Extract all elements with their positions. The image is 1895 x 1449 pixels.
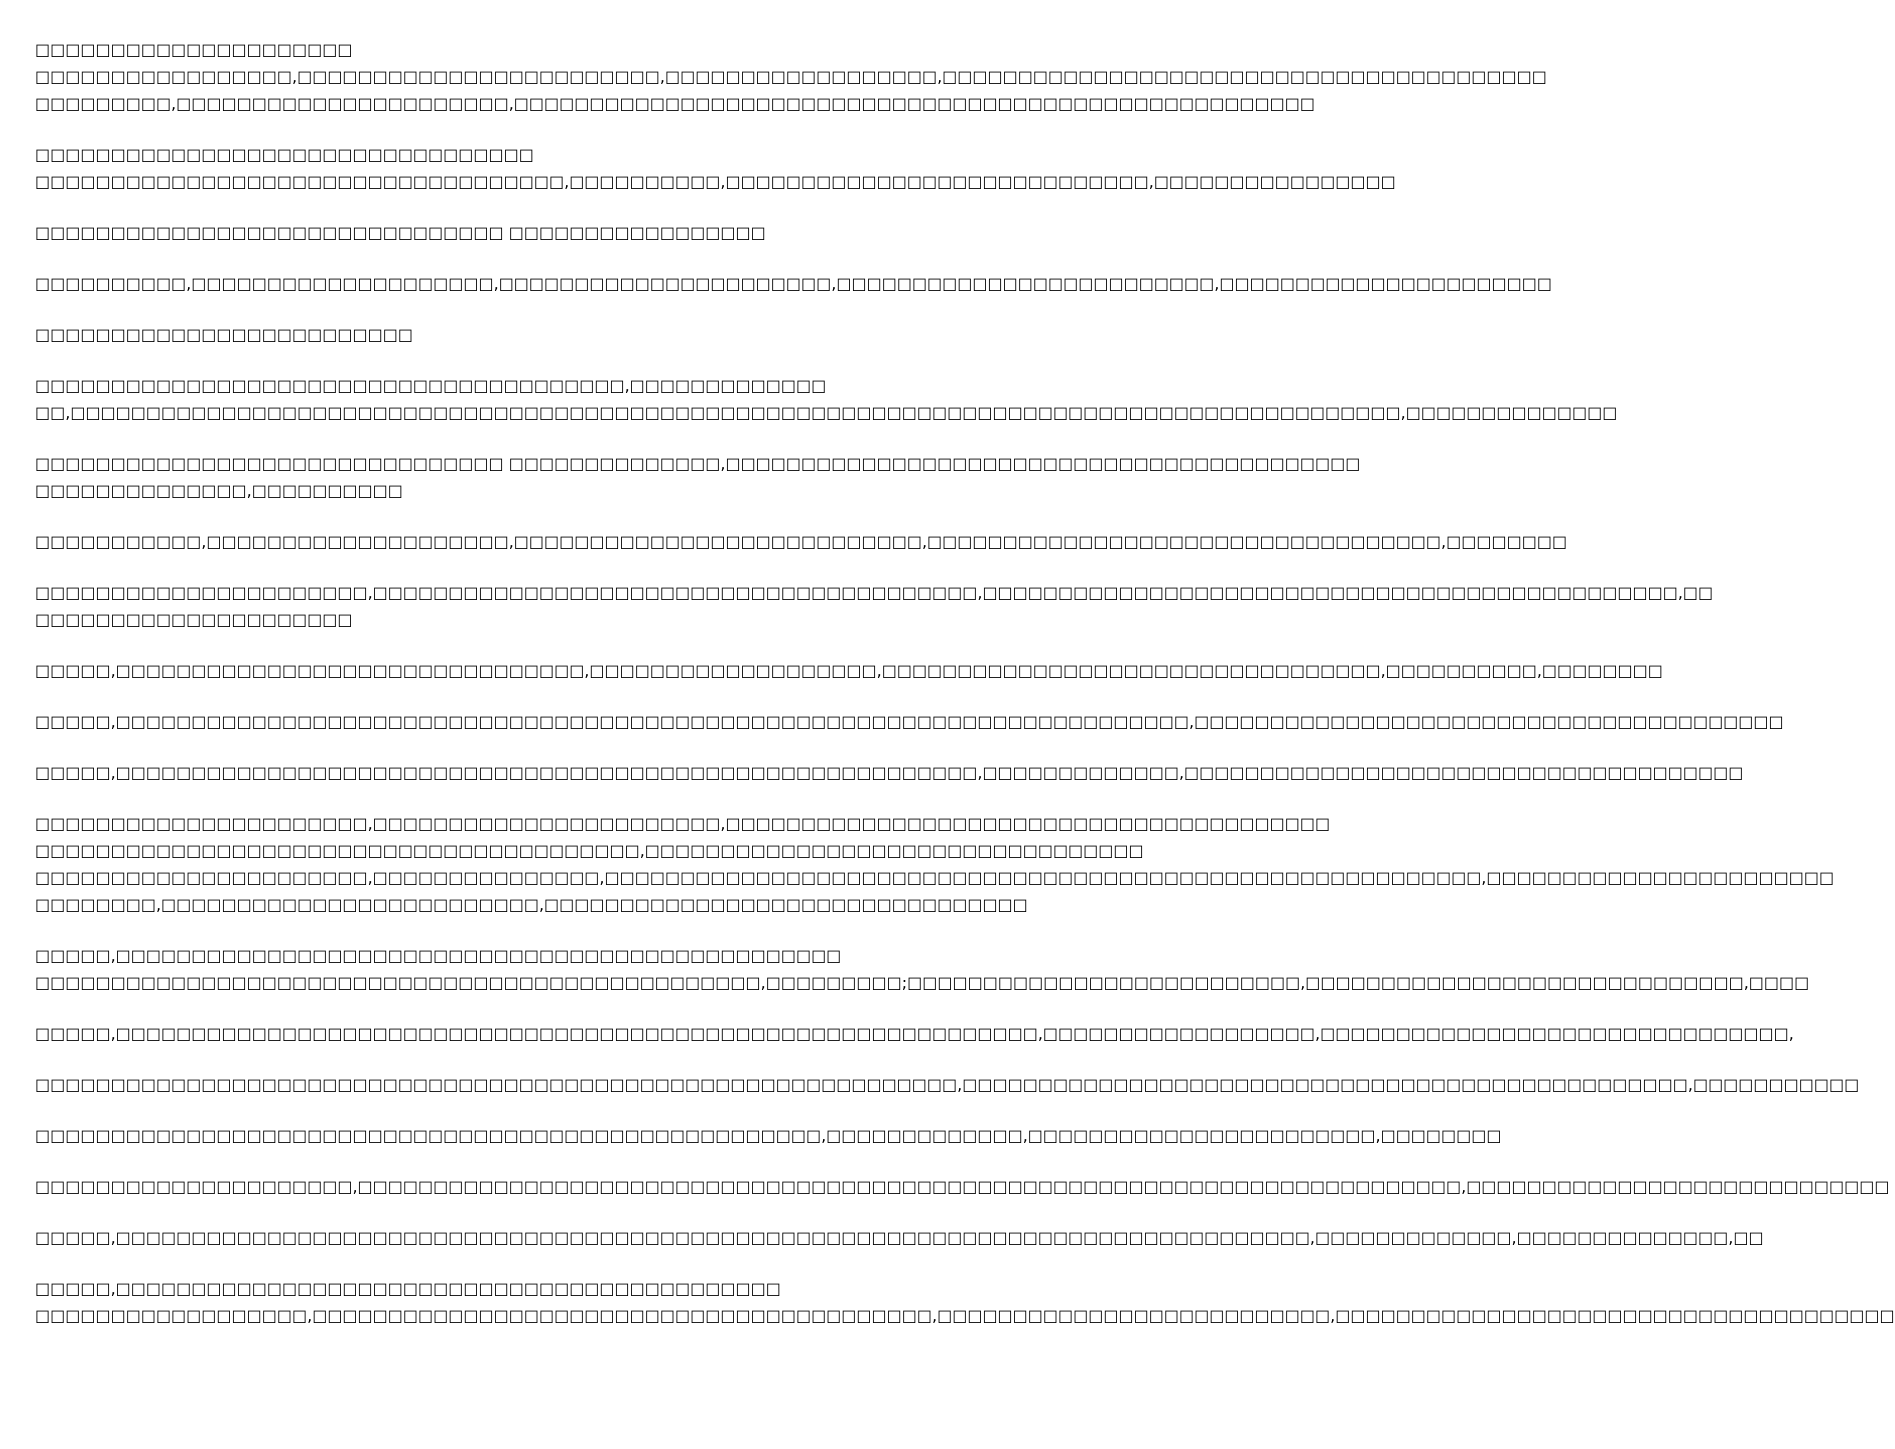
paragraph: [35, 450, 1361, 504]
text-line: □□□□□,□□□□□□□□□□□□□□□□□□□□□□□□□□□□□□□□□□□□□□□□□□□□□□□□□□□□□□□□□□□□□□□□□□□□□□□□□□□□□□□,□□□□□□□□□□□□□,□□□□□□□□□□□□□□,□□: [35, 1228, 1764, 1247]
text-line: □□□□□□□□□□□□□□□□□□□□□□,□□□□□□□□□□□□□□□□□□□□□□□,□□□□□□□□□□□□□□□□□□□□□□□□□□□□□□□□□□□□□□□□: [35, 814, 1331, 833]
paragraph: [35, 321, 990, 348]
paragraph: [35, 1275, 1895, 1329]
paragraph: [35, 141, 1396, 195]
text-line: □□□□□,□□□□□□□□□□□□□□□□□□□□□□□□□□□□□□□□□□□□□□□□□□□□□□□□: [35, 946, 842, 965]
paragraph: [35, 1020, 1794, 1047]
document-body: [35, 36, 1895, 1353]
text-line: □□□□□□□□□,□□□□□□□□□□□□□□□□□□□□□□,□□□□□□□□□□□□□□□□□□□□□□□□□□□□□□□□□□□□□□□□□□□□□□□□□□□□□: [35, 94, 1316, 113]
paragraph: [35, 942, 1810, 996]
text-line: □□□□□□□□□□□□□□□□□□□□□□□□□: [35, 325, 413, 344]
text-line: □□□□□□□□□□□□□□□□□□□□□□□□□□□□□□□□□□□□□□□□,□□□□□□□□□□□□□□□□□□□□□□□□□□□□□□□□□: [35, 841, 1144, 860]
text-line: □□□□□□□□□□□□□□□□□□□□□,□□□□□□□□□□□□□□□□□□□□□□□□□□□□□□□□□□□□□□□□□□□□□□□□□□□□□□□□□□□□□□□□□□□□□□□□□,□□□□□□□□□□□□□□□□□□□□□□□□□□□□: [35, 1177, 1890, 1196]
text-line: □□□□□□□□□□□□□□□□□□□□□□□□□□□□□□□□□□□□□□□,□□□□□□□□□□□□□: [35, 376, 827, 395]
paragraph: [35, 1224, 1764, 1251]
text-line: □□□□□□□□□□□□□□□□□□,□□□□□□□□□□□□□□□□□□□□□□□□□□□□□□□□□□□□□□□□□,□□□□□□□□□□□□□□□□□□□□□□□□□□,□□□□□□□□□□□□□□□□□□□□□□□□□□□□□□□□□□□□□: [35, 1306, 1895, 1325]
paragraph: [35, 36, 1547, 117]
paragraph: [35, 219, 990, 246]
paragraph: [35, 657, 1663, 684]
paragraph: [35, 528, 1568, 555]
text-line: □□□□□□□□□□□□□□□□□□□□□: [35, 40, 353, 59]
text-line: □□□□□□□□□□□□□□□□□□□□□□□□□□□□□□□□□□□,□□□□□□□□□□,□□□□□□□□□□□□□□□□□□□□□□□□□□□□,□□□□□□□□□□□□□□□□: [35, 172, 1396, 191]
text-line: □□□□□□□□□□□□□□□□□□□□□□□□□□□□□□□ □□□□□□□□□□□□□□,□□□□□□□□□□□□□□□□□□□□□□□□□□□□□□□□□□□□□□□□□□: [35, 454, 1361, 473]
paragraph: [35, 1071, 1860, 1098]
text-line: □□□□□□□□□□□□□□□□□□□□□□,□□□□□□□□□□□□□□□□□□□□□□□□□□□□□□□□□□□□□□□□,□□□□□□□□□□□□□□□□□□□□□□□□□□□□□□□□□□□□□□□□□□□□□□,□□: [35, 583, 1714, 602]
text-line: □□□□□,□□□□□□□□□□□□□□□□□□□□□□□□□□□□□□□□□□□□□□□□□□□□□□□□□□□□□□□□□□□□□□□□□□□□□□□,□□□□□□□□□□□□□□□□□□□□□□□□□□□□□□□□□□□□□□□: [35, 712, 1784, 731]
paragraph: [35, 579, 1714, 633]
text-line: □□□□□,□□□□□□□□□□□□□□□□□□□□□□□□□□□□□□□□□□□□□□□□□□□□□□□□□□□□□□□□□,□□□□□□□□□□□□□,□□□□□□□□□□□□□□□□□□□□□□□□□□□□□□□□□□□□□: [35, 763, 1744, 782]
paragraph: [35, 1173, 1890, 1200]
paragraph: [35, 708, 1784, 735]
text-line: □□□□□,□□□□□□□□□□□□□□□□□□□□□□□□□□□□□□□□□□□□□□□□□□□□□□□□□□□□□□□□□□□□□,□□□□□□□□□□□□□□□□□□,□□□□□□□□□□□□□□□□□□□□□□□□□□□□□□□,: [35, 1024, 1794, 1043]
paragraph: [35, 810, 1835, 918]
text-line: □□□□□□□□□□□□□□□□□□□□□□□□□□□□□□□□□□□□□□□□□□□□□□□□□□□□,□□□□□□□□□□□□□,□□□□□□□□□□□□□□□□□□□□□□□,□□□□□□□□: [35, 1126, 1502, 1145]
text-line: □□□□□□□□□□□□□□□□□□□□□□□□□□□□□□□ □□□□□□□□□□□□□□□□□: [35, 223, 766, 242]
text-line: □□□□□□□□□□□□□□□□□□□□□□□□□□□□□□□□□: [35, 145, 534, 164]
text-line: □□□□□□□□,□□□□□□□□□□□□□□□□□□□□□□□□□,□□□□□□□□□□□□□□□□□□□□□□□□□□□□□□□□: [35, 895, 1028, 914]
paragraph: [35, 759, 1744, 786]
paragraph: [35, 1122, 1502, 1149]
text-line: □□□□□□□□□□,□□□□□□□□□□□□□□□□□□□□,□□□□□□□□□□□□□□□□□□□□□□,□□□□□□□□□□□□□□□□□□□□□□□□□,□□□□□□□□□□□□□□□□□□□□□□: [35, 274, 1552, 293]
text-line: □□□□□□□□□□□□□□,□□□□□□□□□□: [35, 481, 403, 500]
paragraph: [35, 270, 1552, 297]
paragraph: [35, 372, 1618, 426]
text-line: □□□□□□□□□□□□□□□□□,□□□□□□□□□□□□□□□□□□□□□□□□,□□□□□□□□□□□□□□□□□□,□□□□□□□□□□□□□□□□□□□□□□□□□□□□□□□□□□□□□□□□: [35, 67, 1547, 86]
text-line: □□□□□,□□□□□□□□□□□□□□□□□□□□□□□□□□□□□□□,□□□□□□□□□□□□□□□□□□□,□□□□□□□□□□□□□□□□□□□□□□□□□□□□□□□□□,□□□□□□□□□□,□□□□□□□□: [35, 661, 1663, 680]
text-line: □□□□□□□□□□□□□□□□□□□□□□,□□□□□□□□□□□□□□□,□□□□□□□□□□□□□□□□□□□□□□□□□□□□□□□□□□□□□□□□□□□□□□□□□□□□□□□□□□,□□□□□□□□□□□□□□□□□□□□□□□: [35, 868, 1835, 887]
text-line: □□□□□,□□□□□□□□□□□□□□□□□□□□□□□□□□□□□□□□□□□□□□□□□□□□: [35, 1279, 781, 1298]
text-line: □□□□□□□□□□□□□□□□□□□□□□□□□□□□□□□□□□□□□□□□□□□□□□□□,□□□□□□□□□;□□□□□□□□□□□□□□□□□□□□□□□□□□,□□□□□□□□□□□□□□□□□□□□□□□□□□□□□,□□□□: [35, 973, 1810, 992]
text-line: □□,□□□□□□□□□□□□□□□□□□□□□□□□□□□□□□□□□□□□□□□□□□□□□□□□□□□□□□□□□□□□□□□□□□□□□□□□□□□□□□□□□□□□□□□□,□□□□□□□□□□□□□□: [35, 403, 1618, 422]
text-line: □□□□□□□□□□□,□□□□□□□□□□□□□□□□□□□□,□□□□□□□□□□□□□□□□□□□□□□□□□□□,□□□□□□□□□□□□□□□□□□□□□□□□□□□□□□□□□□,□□□□□□□□: [35, 532, 1568, 551]
text-line: □□□□□□□□□□□□□□□□□□□□□: [35, 610, 353, 629]
text-line: □□□□□□□□□□□□□□□□□□□□□□□□□□□□□□□□□□□□□□□□□□□□□□□□□□□□□□□□□□□□□,□□□□□□□□□□□□□□□□□□□□□□□□□□□□□□□□□□□□□□□□□□□□□□□□,□□□□□□□□□□□: [35, 1075, 1860, 1094]
